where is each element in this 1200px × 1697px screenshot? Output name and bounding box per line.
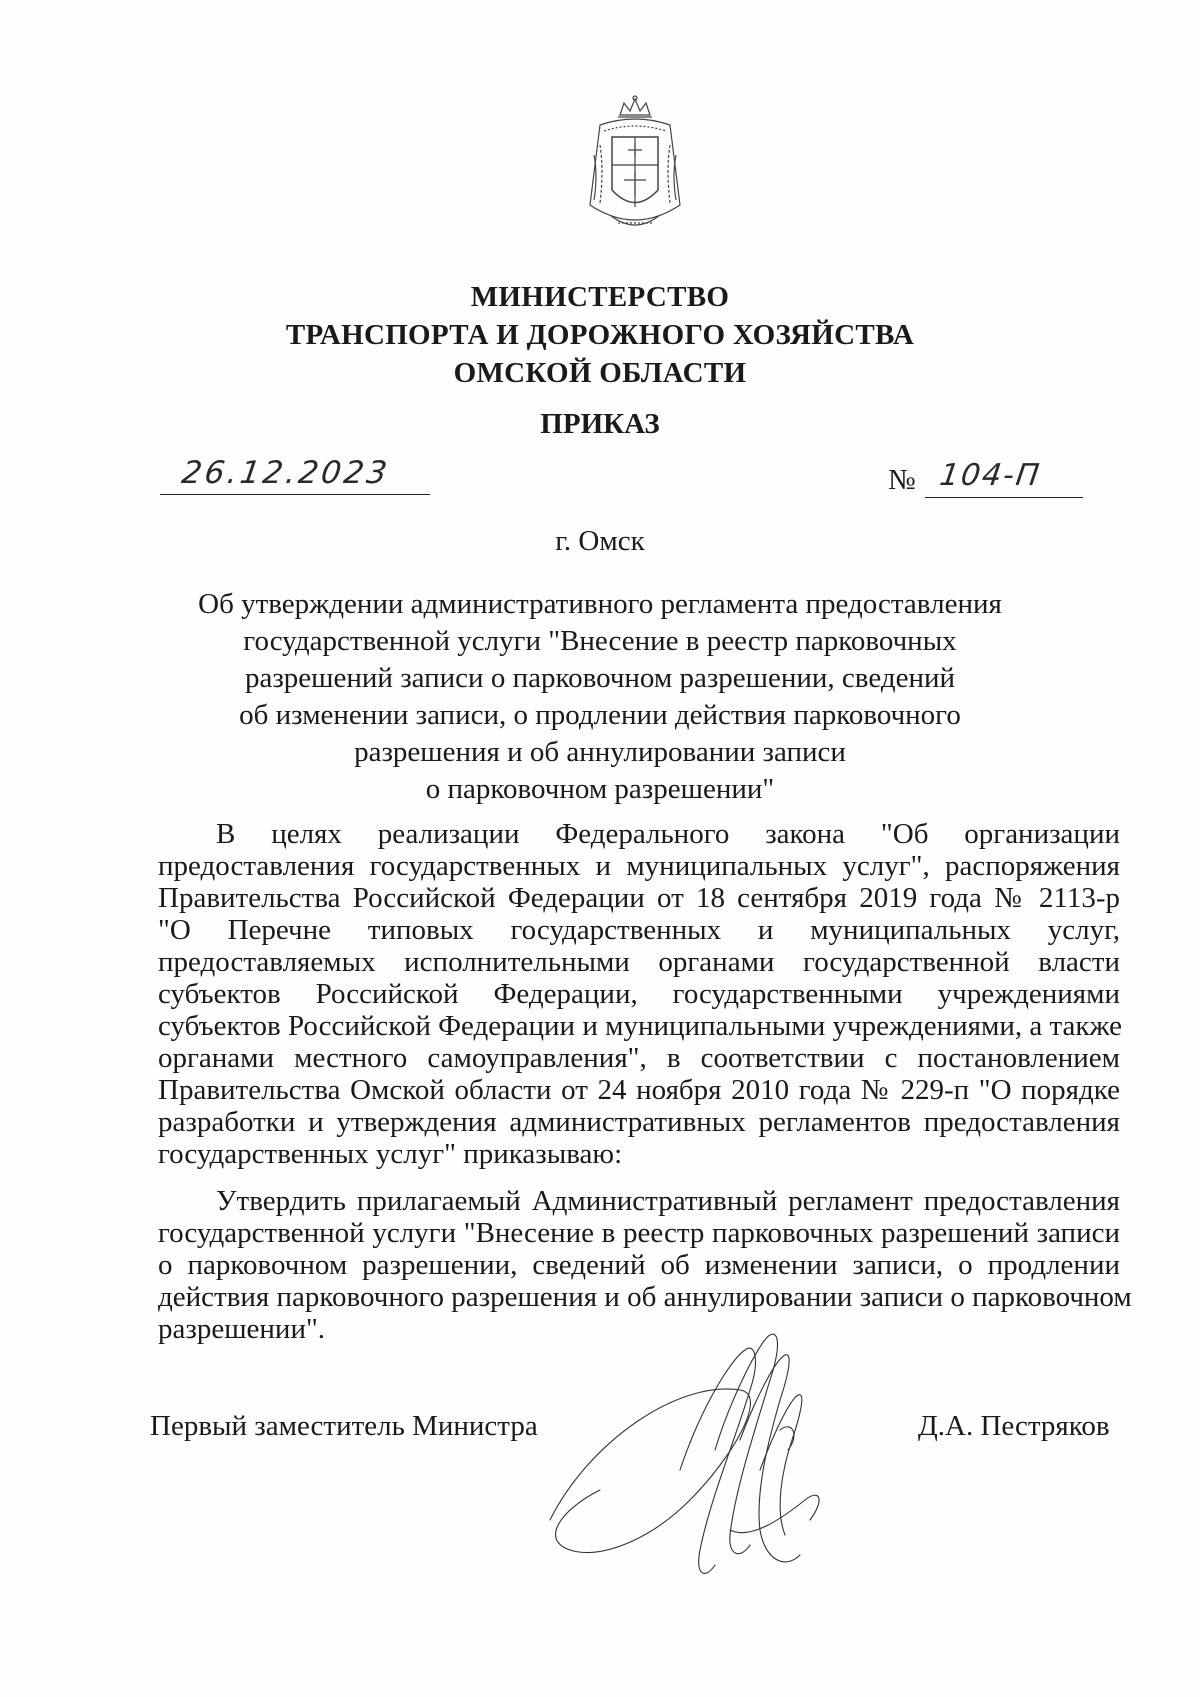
paragraph-line: предоставления государственных и муниципальных услуг", распоряжения [158,850,1120,882]
order-date: 26.12.2023 [179,455,393,491]
subject-line: разрешения и об аннулировании записи [354,736,846,768]
paragraph-line: субъектов Российской Федерации, государственными учреждениями [158,978,1120,1010]
paragraph-line: предоставляемых исполнительными органами государственной власти [158,946,1120,978]
paragraph-line: действия парковочного разрешения и об аннулировании записи о парковочном [158,1281,1132,1313]
handwritten-signature [530,1320,850,1600]
document-type: ПРИКАЗ [540,408,660,440]
coat-of-arms-icon [580,95,690,245]
ministry-title-line-2: ТРАНСПОРТА И ДОРОЖНОГО ХОЗЯЙСТВА [285,319,915,351]
ministry-title-line-1: МИНИСТЕРСТВО [470,281,730,313]
paragraph-line: Правительства Российской Федерации от 18 сентября 2019 года № 2113-р [158,882,1120,914]
paragraph-line: субъектов Российской Федерации и муниципальными учреждениями, а также [158,1010,1122,1042]
paragraph-line: В целях реализации Федерального закона "Об организации [216,818,1120,850]
subject-line: о парковочном разрешении" [425,773,775,805]
paragraph-line: разработки и утверждения административных регламентов предоставления [158,1106,1120,1138]
paragraph-line: Утвердить прилагаемый Административный регламент предоставления [216,1185,1120,1217]
subject-line: Об утверждении административного регламента предоставления [198,588,1002,620]
paragraph-line: о парковочном разрешении, сведений об изменении записи, о продлении [158,1249,1120,1281]
signatory-title: Первый заместитель Министра [150,1410,538,1442]
paragraph-line: Правительства Омской области от 24 ноября 2010 года № 229-п "О порядке [158,1074,1120,1106]
subject-line: разрешений записи о парковочном разрешении, сведений [244,662,956,694]
date-underline [160,494,430,495]
city: г. Омск [555,525,645,557]
number-label: № [888,464,916,496]
number-underline [925,497,1083,498]
order-number: 104-П [937,458,1044,493]
paragraph-line: органами местного самоуправления", в соответствии с постановлением [158,1042,1120,1074]
preamble-paragraph [158,818,1120,1170]
ministry-title-line-3: ОМСКОЙ ОБЛАСТИ [453,357,747,389]
paragraph-line: государственных услуг" приказываю: [158,1138,623,1170]
paragraph-line: государственной услуги "Внесение в реестр парковочных разрешений записи [158,1217,1120,1249]
paragraph-line: "О Перечне типовых государственных и муниципальных услуг, [158,914,1120,946]
subject-line: об изменении записи, о продлении действия парковочного [239,699,961,731]
order-subject [150,586,1050,808]
subject-line: государственной услуги "Внесение в реестр парковочных [243,625,957,657]
paragraph-line: разрешении". [158,1313,326,1345]
signer-name: Д.А. Пестряков [918,1410,1110,1442]
